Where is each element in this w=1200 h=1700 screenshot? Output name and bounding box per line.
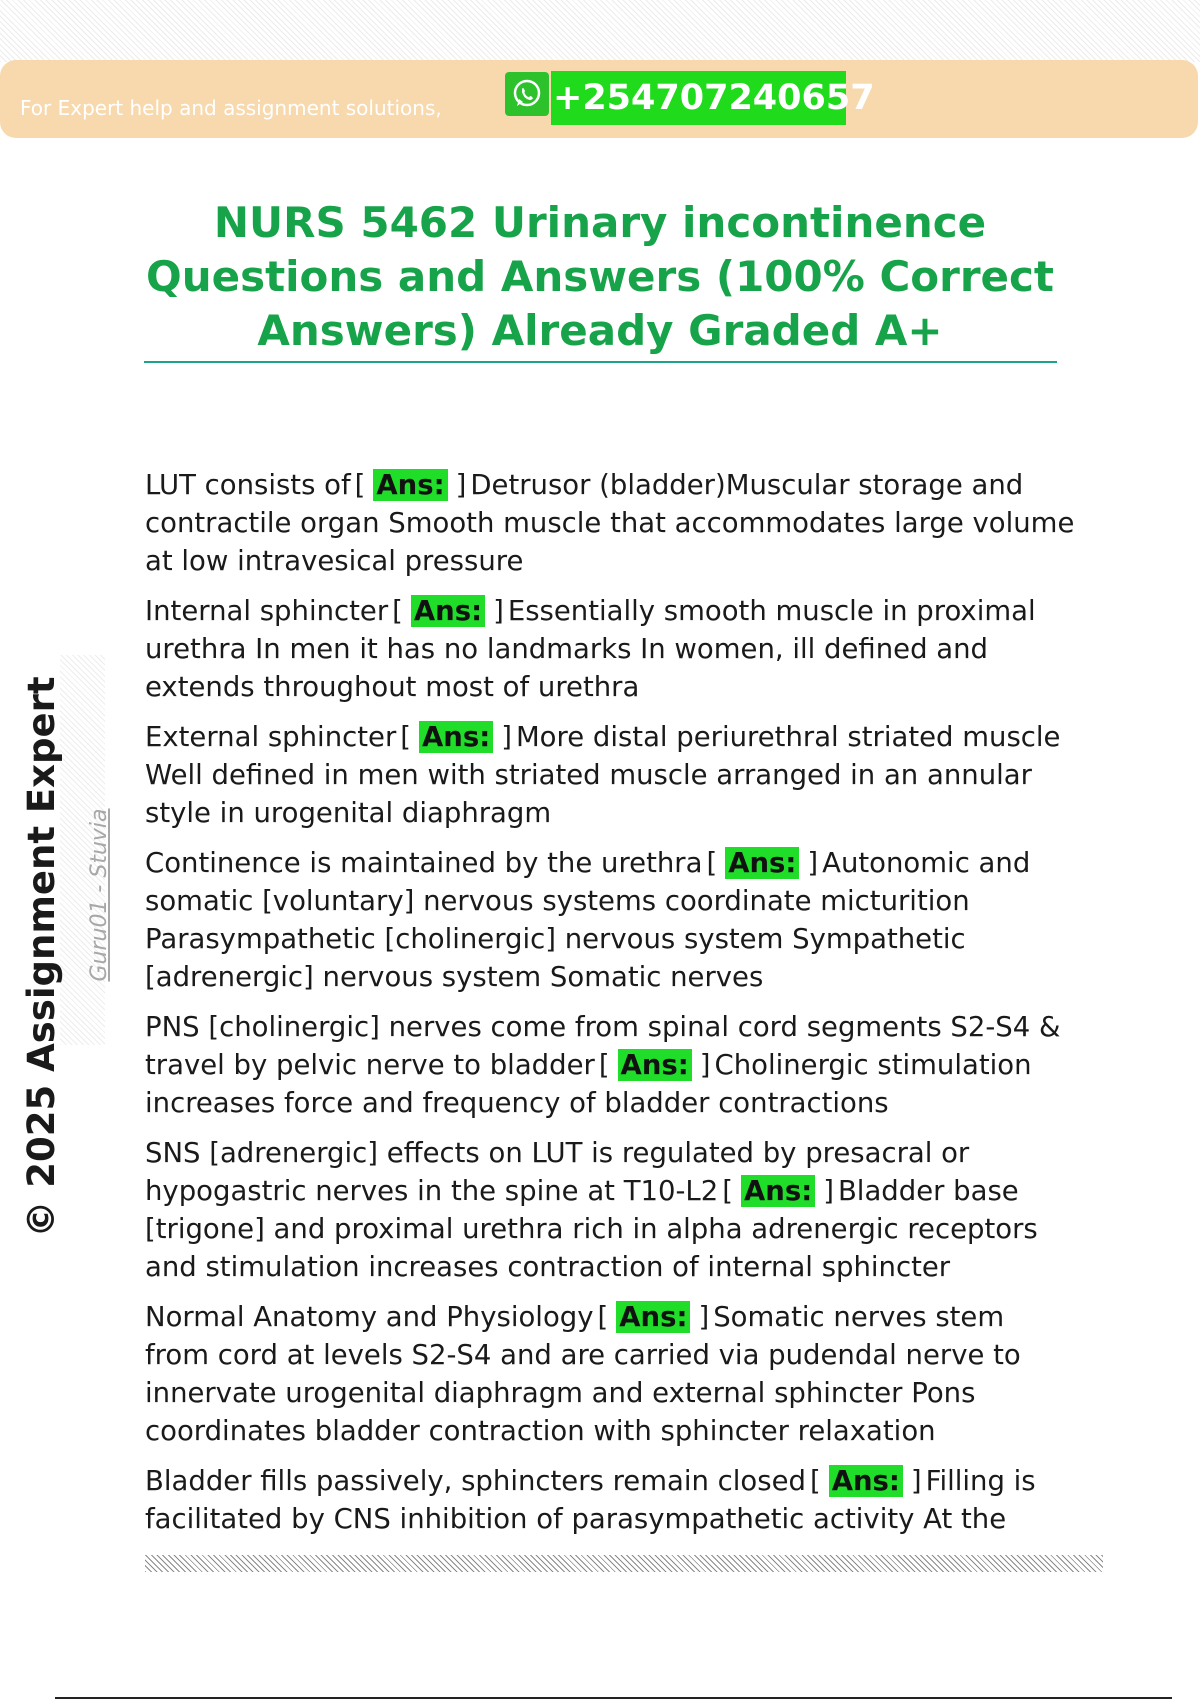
question-text: External sphincter [145, 721, 397, 753]
close-bracket: ] [823, 1175, 834, 1207]
whatsapp-glyph-icon [511, 78, 543, 110]
qa-item [145, 718, 1075, 832]
bottom-hatch-pattern [145, 1555, 1103, 1572]
qa-item [145, 466, 1075, 580]
open-bracket: [ [706, 847, 718, 879]
answer-text: Filling is facilitated by CNS inhibition of parasympathetic activity At the [145, 1465, 1036, 1535]
close-bracket: ] [501, 721, 512, 753]
close-bracket: ] [807, 847, 819, 879]
answer-text: Bladder base [trigone] and proximal urethra rich in alpha adrenergic receptors and stimulation increases contraction of internal sphincter [145, 1175, 1038, 1283]
qa-item [145, 592, 1075, 706]
answer-text: Cholinergic stimulation increases force and frequency of bladder contractions [145, 1049, 1032, 1119]
answer-label: Ans: [373, 469, 447, 501]
open-bracket: [ [809, 1465, 821, 1497]
qa-item [145, 1462, 1075, 1538]
question-text: SNS [adrenergic] effects on LUT is regulated by presacral or hypogastric nerves in the spine at T10-L2 [145, 1137, 970, 1207]
answer-text: Essentially smooth muscle in proximal urethra In men it has no landmarks In women, ill defined and extends throughout most of urethra [145, 595, 1036, 703]
open-bracket: [ [597, 1301, 609, 1333]
qa-item [145, 1008, 1075, 1122]
watermark-vertical: Guru01 - Stuvia [87, 808, 112, 982]
answer-label: Ans: [411, 595, 485, 627]
open-bracket: [ [392, 595, 403, 627]
question-text: PNS [cholinergic] nerves come from spinal cord segments S2-S4 & travel by pelvic nerve to bladder [145, 1011, 1061, 1081]
qa-item [145, 844, 1075, 996]
question-text: Bladder fills passively, sphincters remain closed [145, 1465, 806, 1497]
open-bracket: [ [400, 721, 411, 753]
banner-text: For Expert help and assignment solutions, [20, 96, 442, 120]
answer-label: Ans: [829, 1465, 903, 1497]
open-bracket: [ [598, 1049, 610, 1081]
close-bracket: ] [699, 1049, 711, 1081]
qa-item [145, 1298, 1075, 1450]
qa-item [145, 1134, 1075, 1286]
copyright-vertical: © 2025 Assignment Expert [20, 676, 63, 1238]
question-text: LUT consists of [145, 469, 351, 501]
answer-label: Ans: [616, 1301, 690, 1333]
answer-text: More distal periurethral striated muscle Well defined in men with striated muscle arranged in an annular style in urogenital diaphragm [145, 721, 1061, 829]
answer-text: Autonomic and somatic [voluntary] nervous systems coordinate micturition Parasympathetic [cholinergic] nervous system Sympathetic [adrenergic] nervous system Somatic nerves [145, 847, 1031, 993]
answer-text: Somatic nerves stem from cord at levels S2-S4 and are carried via pudendal nerve to innervate urogenital diaphragm and external sphincter Pons coordinates bladder contraction with sphincter relaxation [145, 1301, 1021, 1447]
whatsapp-icon[interactable] [505, 72, 549, 116]
open-bracket: [ [722, 1175, 733, 1207]
close-bracket: ] [493, 595, 504, 627]
phone-number[interactable]: +254707240657 [551, 71, 846, 125]
page-title: NURS 5462 Urinary incontinence Questions and Answers (100% Correct Answers) Already Graded A+ [145, 198, 1055, 355]
question-text: Continence is maintained by the urethra [145, 847, 703, 879]
answer-label: Ans: [741, 1175, 815, 1207]
qa-list [145, 466, 1075, 1550]
answer-label: Ans: [725, 847, 799, 879]
close-bracket: ] [910, 1465, 922, 1497]
answer-label: Ans: [618, 1049, 692, 1081]
answer-text: Detrusor (bladder)Muscular storage and contractile organ Smooth muscle that accommodates large volume at low intravesical pressure [145, 469, 1075, 577]
answer-label: Ans: [419, 721, 493, 753]
open-bracket: [ [354, 469, 366, 501]
top-hatch-pattern [0, 0, 1200, 62]
title-underline [144, 361, 1057, 363]
footer-rule [55, 1697, 1172, 1699]
close-bracket: ] [698, 1301, 710, 1333]
question-text: Internal sphincter [145, 595, 389, 627]
question-text: Normal Anatomy and Physiology [145, 1301, 594, 1333]
close-bracket: ] [455, 469, 467, 501]
